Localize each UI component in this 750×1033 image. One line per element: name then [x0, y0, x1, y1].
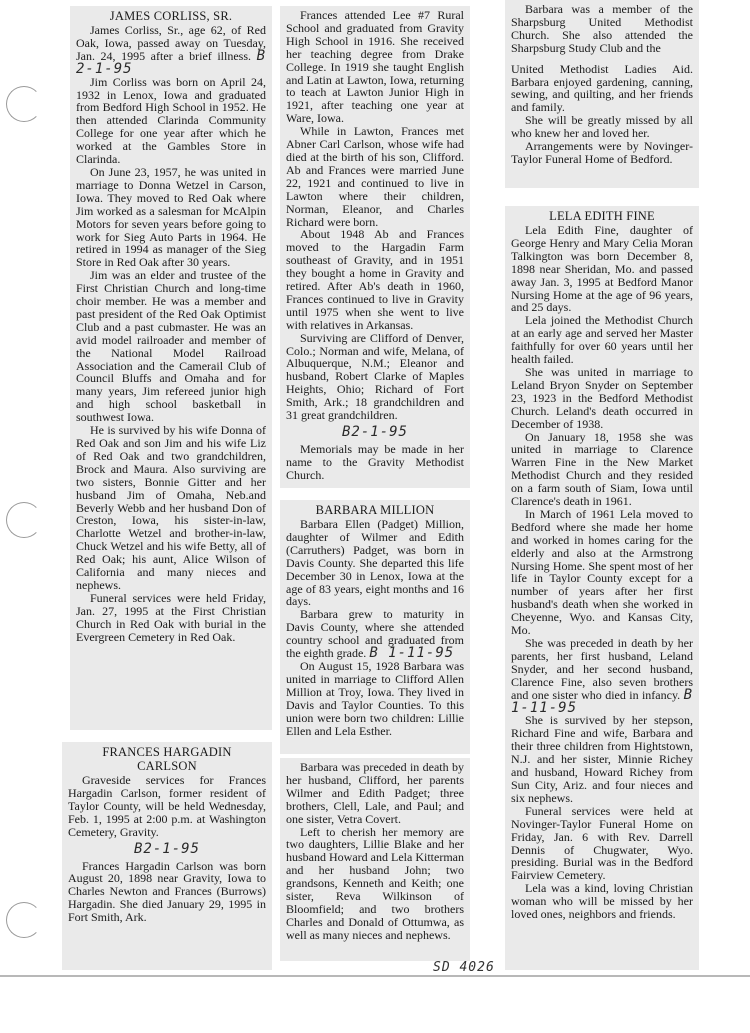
- obituary-paragraph: He is survived by his wife Donna of Red Oak and son Jim and his wife Liz of Red Oak and two grandchildren, Brock and Maura. Also surviving are two sisters, Bonnie Gitter and her husband Jim of Omaha, Neb.and Beverly Webb and her husband Don of Creston, Iowa, his sister-in-law, Charlotte Wetzel and brother-in-law, Chuck Wetzel and his wife Betty, all of Red Oak; his aunt, Alice Wilson of California and many nieces and nephews.: [76, 423, 266, 592]
- obituary-barbara-million-part1: [280, 500, 470, 754]
- obituary-paragraph: She was preceded in death by her parents, her first husband, Leland Snyder, and her second husband, Clarence Fine, also seven brothers and one sister who died in infancy. B 1-11-95: [511, 636, 693, 716]
- handwritten-date: B2-1-95: [133, 840, 200, 857]
- obituary-paragraph: Barbara was a member of the Sharpsburg United Methodist Church. She also attended the Sharpsburg Study Club and the: [511, 2, 693, 55]
- obituary-paragraph: Arrangements were by Novinger-Taylor Funeral Home of Bedford.: [511, 139, 693, 166]
- obituary-paragraph: She will be greatly missed by all who knew her and loved her.: [511, 113, 693, 141]
- handwritten-date: B 1-11-95: [511, 686, 693, 716]
- obituary-paragraph: Surviving are Clifford of Denver, Colo.; Norman and wife, Melana, of Albuquerque, N.M.; Eleanor and husband, Robert Clarke of Maples Heights, Ohio; Richard of Fort Smith, Ark.; 18 grandchildren and 31 great grandchildren.: [286, 330, 464, 423]
- obituary-james-corliss: [70, 6, 272, 730]
- obituary-paragraph: Lela joined the Methodist Church at an early age and served her Master faithfully for over 60 years until her health failed.: [511, 313, 693, 367]
- obituary-paragraph: On January 18, 1958 she was united in marriage to Clarence Warren Fine in the New Market Methodist Church and they resided on a farm south of Siam, Iowa until Clarence's death in 1961.: [511, 429, 693, 509]
- obituary-paragraph: She was united in marriage to Leland Bryon Snyder on September 23, 1923 in the Bedford Methodist Church. Leland's death occurred in December of 1938.: [511, 364, 693, 431]
- obituary-paragraph: On June 23, 1957, he was united in marriage to Donna Wetzel in Carson, Iowa. They moved to Red Oak where Jim worked as a salesman for McAlpin Motors for seven years before going to work for Sieg Auto Parts in 1964. He retired in 1994 as manager of the Sieg Store in Red Oak after 30 years.: [76, 164, 266, 270]
- obituary-paragraph: United Methodist Ladies Aid. Barbara enjoyed gardening, canning, sewing, and quilting, and her friends and family.: [511, 61, 693, 115]
- obituary-paragraph: Lela was a kind, loving Christian woman who will be missed by her loved ones, neighbors and friends.: [511, 881, 693, 922]
- obituary-paragraph: Jim was an elder and trustee of the First Christian Church and long-time choir member. He was a member and past president of the Red Oak Optimist Club and a past cubmaster. He was an avid model railroader and member of the National Model Railroad Association and the Camerail Club of Council Bluffs and Omaha and for many years, Jim refereed junior high and high school basketball in southwest Iowa.: [76, 268, 266, 425]
- handwritten-date: B 2-1-95: [76, 47, 266, 77]
- obituary-paragraph: James Corliss, Sr., age 62, of Red Oak, Iowa, passed away on Tuesday, Jan. 24, 1995 after a brief illness. B 2-1-95: [76, 23, 266, 77]
- obituary-frances-carlson-part2: [280, 6, 470, 488]
- obituary-paragraph: Memorials may be made in her name to the Gravity Methodist Church.: [286, 442, 464, 482]
- obituary-paragraph: In March of 1961 Lela moved to Bedford where she made her home and worked in homes caring for the elderly and also at the Armstrong Nursing Home. She spent most of her life in Taylor County except for a number of years after her first husband's death when she worked in Cheyenne, Wyo. and Kansas City, Mo.: [511, 506, 693, 638]
- handwritten-date: B 1-11-95: [369, 645, 455, 662]
- binder-hole-top: [6, 86, 42, 122]
- obituary-heading: BARBARA MILLION: [315, 503, 435, 517]
- obituary-frances-carlson-part1: [62, 742, 272, 970]
- obituary-paragraph: Left to cherish her memory are two daughters, Lillie Blake and her husband Howard and Lela Kitterman and her husband John; two grandsons, Kenneth and Keith; one sister, Reva Wilkinson of Bloomfield; and two brothers Charles and Donald of Ottumwa, as well as many nieces and nephews.: [286, 824, 464, 942]
- obituary-paragraph: Funeral services were held Friday, Jan. 27, 1995 at the First Christian Church in Red Oak with burial in the Evergreen Cemetery in Red Oak.: [76, 590, 266, 644]
- handwritten-date: B2-1-95: [341, 424, 408, 440]
- obituary-paragraph: Funeral services were held at Novinger-Taylor Funeral Home on Friday, Jan. 6 with Rev. Darrell Dennis of Chugwater, Wyo. presiding. Burial was in the Bedford Fairview Cemetery.: [511, 803, 693, 883]
- binder-hole-middle: [6, 502, 42, 538]
- obituary-paragraph: On August 15, 1928 Barbara was united in marriage to Clifford Allen Million at Troy, Iowa. They lived in Davis and Taylor Counties. To this union were born two children: Lillie Ellen and Lela Esther.: [286, 658, 464, 738]
- obituary-paragraph: Jim Corliss was born on April 24, 1932 in Lenox, Iowa and graduated from Bedford High School in 1952. He then attended Clarinda Community College for one year after which he worked at the Gambles Store in Clarinda.: [76, 74, 266, 167]
- obituary-paragraph: She is survived by her stepson, Richard Fine and wife, Barbara and their three children from Hightstown, N.J. and her sister, Minnie Richey and husband, Howard Richey from Sun City, Ariz. and four nieces and six nephews.: [511, 713, 693, 805]
- obituary-paragraph: Frances attended Lee #7 Rural School and graduated from Gravity High School in 1916. She received her teaching degree from Drake College. In 1919 she taught English and Latin at Lawton, Iowa, returning to teach at Lawton Junior High in 1921, after teaching one year at Ware, Iowa.: [286, 8, 464, 126]
- obituary-paragraph: Barbara was preceded in death by her husband, Clifford, her parents Wilmer and Edith Padget; three brothers, Clell, Lale, and Paul; and one sister, Vetra Covert.: [286, 760, 464, 826]
- obituary-paragraph: About 1948 Ab and Frances moved to the Hargadin Farm southeast of Gravity, and in 1951 they bought a home in Gravity and retired. After Ab's death in 1960, Frances continued to live in Gravity until 1975 when she went to live with relatives in Arkansas.: [286, 227, 464, 332]
- binder-hole-bottom: [6, 902, 42, 938]
- obituary-paragraph: While in Lawton, Frances met Abner Carl Carlson, whose wife had died at the birth of his son, Clifford. Ab and Frances were married June 22, 1921 and continued to live in Lawton where their children, Norman, Eleanor, and Charles Richard were born.: [286, 124, 464, 229]
- obituary-heading: FRANCES HARGADIN CARLSON: [102, 745, 232, 773]
- obituary-paragraph: Frances Hargadin Carlson was born August 20, 1898 near Gravity, Iowa to Charles Newton and Frances (Burrows) Hargadin. She died January 29, 1995 in Fort Smith, Ark.: [68, 858, 266, 925]
- obituary-barbara-million-part2: [280, 758, 470, 961]
- obituary-paragraph: Graveside services for Frances Hargadin Carlson, former resident of Taylor County, will be held Wednesday, Feb. 1, 1995 at 2:00 p.m. at Washington Cemetery, Gravity.: [68, 773, 266, 839]
- obituary-lela-edith-fine: [505, 206, 699, 970]
- obituary-barbara-million-part3: [505, 0, 699, 188]
- obituary-paragraph: Barbara Ellen (Padget) Million, daughter of Wilmer and Edith (Carruthers) Padget, was born in Davis County. She departed this life December 30 in Lenox, Iowa at the age of 83 years, eight months and 16 days.: [286, 517, 464, 609]
- obituary-heading: LELA EDITH FINE: [549, 209, 655, 223]
- handwritten-archive-code: SD 4026: [433, 960, 495, 975]
- page-bottom-edge: [0, 975, 750, 977]
- obituary-paragraph: Barbara grew to maturity in Davis County, where she attended country school and graduated from the eighth grade. B 1-11-95: [286, 607, 464, 662]
- obituary-paragraph: Lela Edith Fine, daughter of George Henry and Mary Celia Moran Talkington was born December 8, 1898 near Sheridan, Mo. and passed away Jan. 3, 1995 at Bedford Manor Nursing Home at the age of 96 years, and 25 days.: [511, 223, 693, 315]
- obituary-heading: JAMES CORLISS, SR.: [109, 9, 233, 23]
